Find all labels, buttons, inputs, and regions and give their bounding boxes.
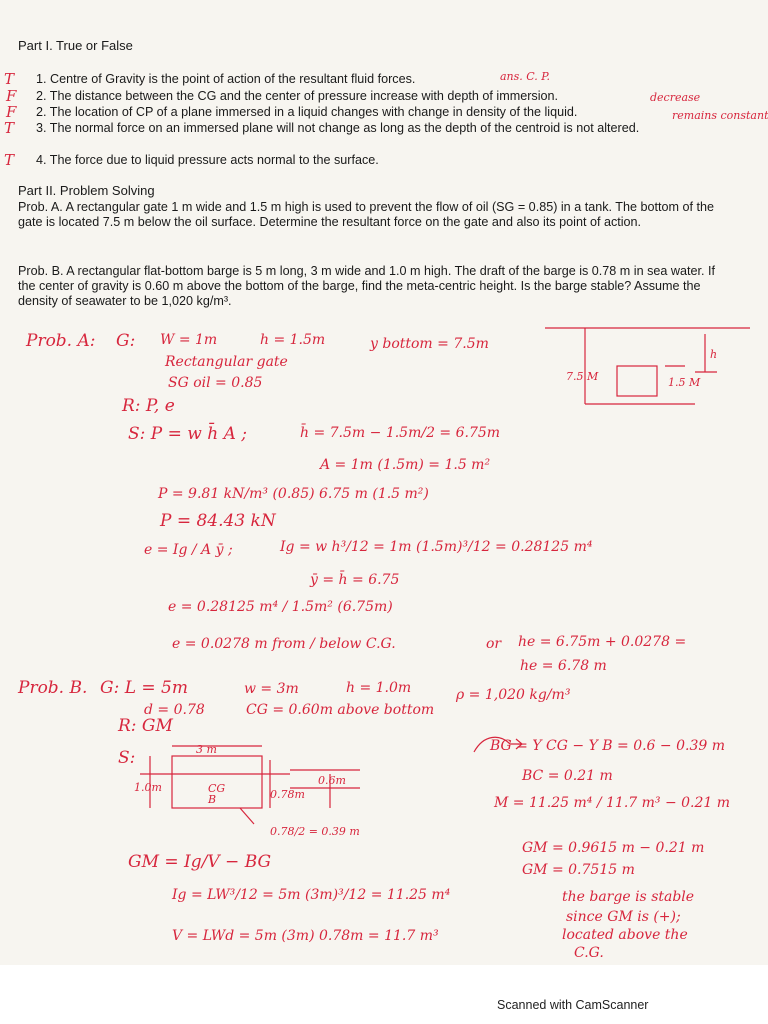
note-ans-cp: ans. C. P. — [500, 70, 550, 83]
answer-mark-5: T — [4, 151, 15, 169]
sol-b-bg: BG = Y CG − Y B = 0.6 − 0.39 m — [490, 738, 725, 754]
gate-diagram-depth: 7.5 M — [566, 370, 599, 383]
sol-a-he-result: he = 6.78 m — [520, 658, 607, 674]
sol-a-label: Prob. A: — [26, 331, 96, 351]
sol-a-required: R: P, e — [122, 396, 175, 416]
sol-a-sg: SG oil = 0.85 — [168, 375, 263, 391]
prob-a-statement: Prob. A. A rectangular gate 1 m wide and 1.5 m high is used to prevent the flow of oil (SG = 0.85) in a tank. The bottom of the gate is located 7.5 m below the oil surface. Determine the resultant force on the gate and also its point of action. — [18, 200, 714, 229]
barge-diagram-cg: CG — [208, 782, 226, 795]
sol-a-ig: Ig = w h³/12 = 1m (1.5m)³/12 = 0.28125 m⁴ — [280, 539, 593, 555]
sol-b-width: w = 3m — [244, 681, 299, 697]
sol-a-formula: S: P = w h̄ A ; — [128, 424, 247, 444]
note-decrease: decrease — [650, 91, 701, 104]
sol-b-conclusion-2: since GM is (+); — [566, 909, 681, 925]
sol-b-ig: Ig = LW³/12 = 5m (3m)³/12 = 11.25 m⁴ — [172, 887, 451, 903]
answer-mark-3: F — [6, 103, 17, 121]
sol-a-or: or — [486, 636, 502, 652]
sol-b-gm-formula: GM = Ig/V − BG — [128, 852, 272, 872]
barge-diagram-06: 0.6m — [318, 774, 346, 787]
sol-b-rho: ρ = 1,020 kg/m³ — [456, 687, 571, 703]
sol-a-height: h = 1.5m — [260, 332, 326, 348]
barge-diagram-height: 1.0m — [134, 781, 162, 794]
sol-a-e-result: e = 0.0278 m from / below C.G. — [172, 636, 396, 652]
answer-mark-1: T — [4, 70, 15, 88]
sol-a-ybottom: y bottom = 7.5m — [370, 336, 489, 352]
sol-b-draft: d = 0.78 — [144, 702, 205, 718]
sol-b-required: R: GM — [118, 716, 173, 736]
sol-b-label: Prob. B. — [18, 678, 88, 698]
barge-diagram-b: B — [208, 793, 217, 806]
part1-item-2: 2. The distance between the CG and the center of pressure increase with depth of immersion. — [36, 89, 558, 103]
sol-b-m: M = 11.25 m⁴ / 11.7 m³ − 0.21 m — [494, 795, 731, 811]
part2-heading: Part II. Problem Solving — [18, 183, 155, 198]
sol-a-ybar: ȳ = h̄ = 6.75 — [310, 572, 400, 588]
sol-a-p-calc: P = 9.81 kN/m³ (0.85) 6.75 m (1.5 m²) — [158, 486, 429, 502]
barge-diagram-width: 3 m — [196, 743, 217, 756]
part1-item-4: 3. The normal force on an immersed plane will not change as long as the depth of the centroid is not altered. — [36, 121, 640, 135]
scanner-footer — [0, 965, 768, 1024]
sol-b-cg: CG = 0.60m above bottom — [246, 702, 435, 718]
sol-a-rect-gate: Rectangular gate — [165, 354, 288, 370]
barge-diagram-half-draft: 0.78/2 = 0.39 m — [270, 825, 360, 838]
part1-item-3: 2. The location of CP of a plane immersed in a liquid changes with change in density of the liquid. — [36, 105, 578, 119]
arrow-icon — [470, 730, 530, 760]
sol-b-conclusion-4: C.G. — [574, 945, 604, 961]
sol-a-given: G: — [116, 331, 136, 351]
answer-mark-4: T — [4, 119, 15, 137]
sol-a-hbar: h̄ = 7.5m − 1.5m/2 = 6.75m — [300, 425, 501, 441]
prob-b-statement: Prob. B. A rectangular flat-bottom barge is 5 m long, 3 m wide and 1.0 m high. The draft of the barge is 0.78 m in sea water. If the center of gravity is 0.60 m above the bottom of the barge, find the meta-centric height. Is the barge stable? Assume the density of seawater to be 1,020 kg/m³. — [18, 264, 715, 308]
sol-a-area: A = 1m (1.5m) = 1.5 m² — [320, 457, 491, 473]
sol-b-conclusion-1: the barge is stable — [562, 889, 695, 905]
note-remains-constant: remains constant — [672, 109, 768, 122]
sol-a-e-formula: e = Ig / A ȳ ; — [144, 542, 233, 558]
scanner-watermark: Scanned with CamScanner — [497, 998, 649, 1012]
sol-a-e-calc: e = 0.28125 m⁴ / 1.5m² (6.75m) — [168, 599, 393, 615]
sol-a-p-result: P = 84.43 kN — [160, 511, 276, 531]
sol-b-volume: V = LWd = 5m (3m) 0.78m = 11.7 m³ — [172, 928, 439, 944]
part1-item-1: 1. Centre of Gravity is the point of action of the resultant fluid forces. — [36, 72, 416, 86]
sol-a-he-calc: he = 6.75m + 0.0278 = — [518, 634, 687, 650]
sol-b-solution: S: — [118, 748, 136, 768]
gate-diagram-height: 1.5 M — [668, 376, 701, 389]
sol-b-gm-calc: GM = 0.9615 m − 0.21 m — [522, 840, 705, 856]
barge-diagram-draft: 0.78m — [270, 788, 305, 801]
part1-item-5: 4. The force due to liquid pressure acts normal to the surface. — [36, 153, 379, 167]
sol-b-given: G: L = 5m — [100, 678, 188, 698]
sol-b-gm-result: GM = 0.7515 m — [522, 862, 635, 878]
part1-heading: Part I. True or False — [18, 38, 133, 53]
sol-b-conclusion-3: located above the — [562, 927, 688, 943]
answer-mark-2: F — [6, 87, 17, 105]
sol-a-width: W = 1m — [160, 332, 218, 348]
sol-b-height: h = 1.0m — [346, 680, 412, 696]
sol-b-bc: BC = 0.21 m — [522, 768, 613, 784]
gate-diagram-h: h — [710, 348, 718, 361]
